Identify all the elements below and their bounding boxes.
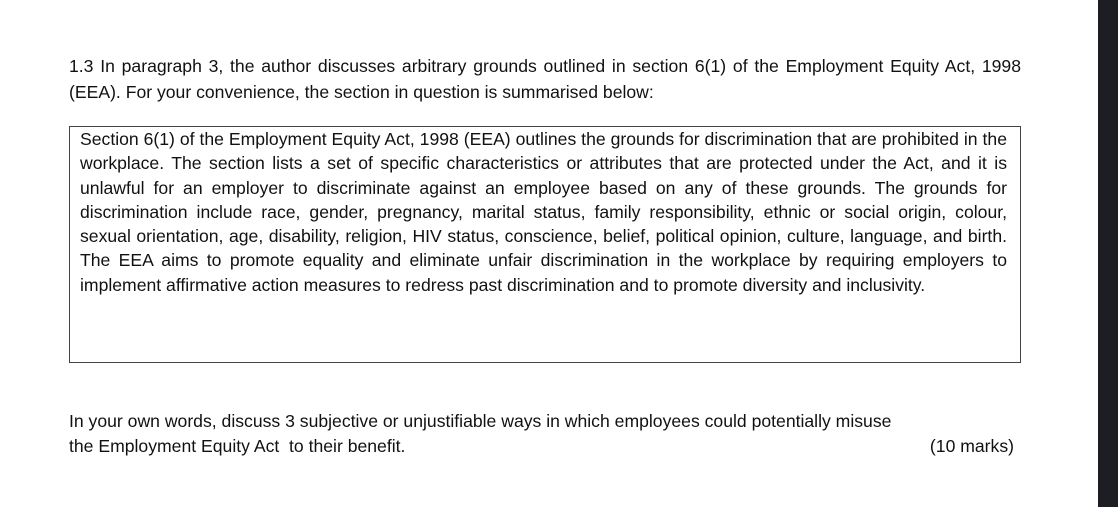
question-prompt: 1.3 In paragraph 3, the author discusses arbitrary grounds outlined in section 6(1) of the Employment Equity Act, 1998 (EEA). For your convenience, the section in question is summarised below: (69, 56, 1021, 102)
section-summary-text: Section 6(1) of the Employment Equity Act, 1998 (EEA) outlines the grounds for discrimination that are prohibited in the workplace. The section lists a set of specific characteristics or attributes that are protected under the Act, and it is unlawful for an employer to discriminate against an employee based on any of these grounds. The grounds for discrimination include race, gender, pregnancy, marital status, family responsibility, ethnic or social origin, colour, sexual orientation, age, disability, religion, HIV status, conscience, belief, political opinion, culture, language, and birth. The EEA aims to promote equality and eliminate unfair discrimination in the workplace by requiring employers to implement affirmative action measures to redress past discrimination and to promote diversity and inclusivity. (80, 129, 1007, 295)
marks-allocation: (10 marks) (929, 436, 1014, 456)
window-edge (1098, 0, 1118, 507)
section-summary-box (69, 126, 1021, 363)
task-instruction-line-1: In your own words, discuss 3 subjective or unjustifiable ways in which employees could potentially misuse (69, 411, 892, 431)
task-instruction (69, 409, 1021, 459)
task-instruction-line-2: the Employment Equity Act to their benefit. (69, 436, 406, 456)
